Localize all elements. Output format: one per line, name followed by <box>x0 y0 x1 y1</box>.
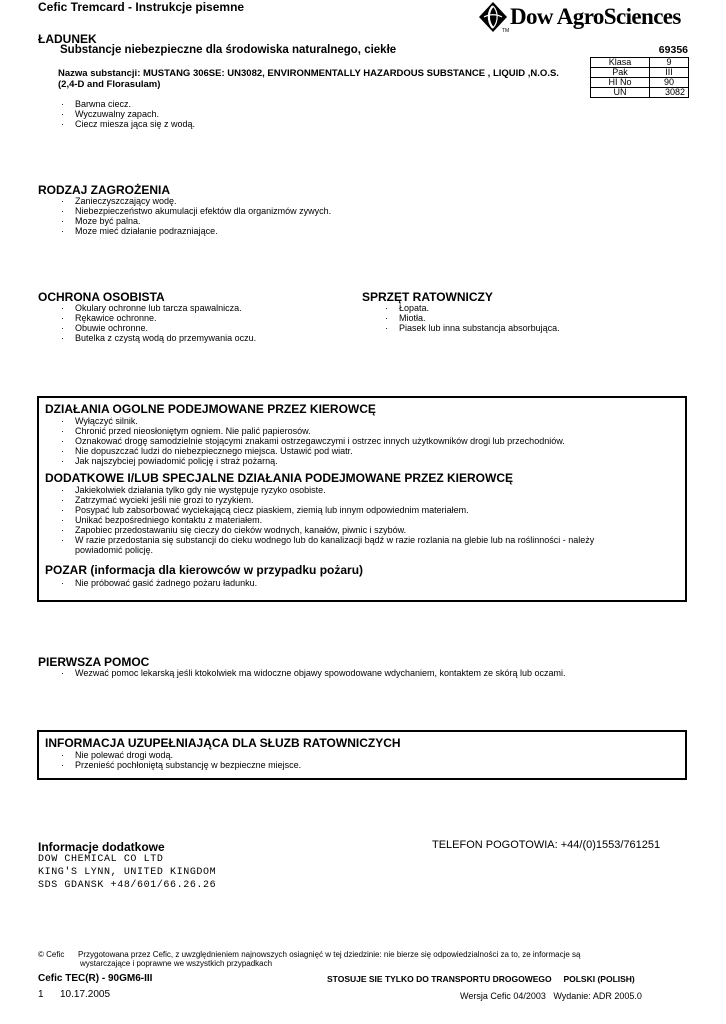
list-item: · Jak najszybciej powiadomić policję i straż pożarną. <box>38 456 678 466</box>
emergency-info-heading: INFORMACJA UZUPEŁNIAJĄCA DLA SŁUZB RATOWNICZYCH <box>45 736 401 750</box>
list-item: · Zatrzymać wycieki jeśli nie grozi to ryzykiem. <box>38 495 678 505</box>
disclaimer <box>78 950 678 968</box>
substance-name-line2: (2,4-D and Florasulam) <box>58 79 161 90</box>
driver-general-heading: DZIAŁANIA OGOLNE PODEJMOWANE PRZEZ KIEROWCĘ <box>45 402 376 416</box>
list-item: · Obuwie ochronne. <box>38 323 338 333</box>
list-item: · Okulary ochronne lub tarcza spawalnicza. <box>38 303 338 313</box>
first-aid-heading: PIERWSZA POMOC <box>38 655 150 669</box>
driver-special-list <box>38 485 678 555</box>
emergency-info-list <box>38 750 678 770</box>
driver-general-list <box>38 416 678 466</box>
first-aid-list <box>38 668 688 678</box>
list-item: · Butelka z czystą wodą do przemywania oczu. <box>38 333 338 343</box>
product-code: 69356 <box>658 44 688 56</box>
table-value: III <box>650 68 689 78</box>
fire-list <box>38 578 678 588</box>
address-line: KING'S LYNN, UNITED KINGDOM <box>38 867 217 878</box>
list-item: · Wyłączyć silnik. <box>38 416 678 426</box>
brand-name: Dow AgroSciences <box>510 4 681 29</box>
list-item: · Jakiekolwiek działania tylko gdy nie występuje ryzyko osobiste. <box>38 485 678 495</box>
trademark-mark: TM <box>502 28 510 34</box>
list-item: · Zanieczyszczający wodę. <box>38 196 538 206</box>
protection-list <box>38 303 338 343</box>
company-address <box>38 853 216 892</box>
substance-name <box>58 68 588 90</box>
hazards-list <box>38 196 538 236</box>
tec-code: Cefic TEC(R) - 90GM6-III <box>38 973 153 984</box>
list-item: · Chronić przed nieosłoniętym ogniem. Nie palić papierosów. <box>38 426 678 436</box>
table-value: 9 <box>650 58 689 68</box>
list-item: · Piasek lub inna substancja absorbująca. <box>362 323 662 333</box>
page-number: 1 <box>38 989 44 1000</box>
list-item: · Unikać bezpośredniego kontaktu z materiałem. <box>38 515 678 525</box>
protection-heading: OCHRONA OSOBISTA <box>38 290 165 304</box>
list-item <box>38 535 678 555</box>
list-item: · Niebezpieczeństwo akumulacji efektów dla organizmów zywych. <box>38 206 538 216</box>
table-key: HI No <box>591 78 650 88</box>
hazards-heading: RODZAJ ZAGROŻENIA <box>38 183 170 197</box>
list-item: · Ciecz miesza jąca się z wodą. <box>38 119 538 129</box>
list-item: · Nie próbować gasić żadnego pożaru ładunku. <box>38 578 678 588</box>
version-info: Wersja Cefic 04/2003 Wydanie: ADR 2005.0 <box>460 991 642 1001</box>
table-key: Pak <box>591 68 650 78</box>
list-item-line1: · W razie przedostania się substancji do cieku wodnego lub do kanalizacji bądź w razie rozlania na glebie lub na roślinności - należy <box>75 535 595 545</box>
disclaimer-line1: Przygotowana przez Cefic, z uwzględnieniem najnowszych osiagnięć w tej dziedzinie: nie bierze się odpowiedzialności za to, ze informacje są <box>78 950 581 959</box>
list-item: · Łopata. <box>362 303 662 313</box>
scope-note: STOSUJE SIE TYLKO DO TRANSPORTU DROGOWEGO POLSKI (POLISH) <box>327 974 635 984</box>
table-row <box>591 58 689 68</box>
list-item: · Rękawice ochronne. <box>38 313 338 323</box>
list-item: · Posypać lub zabsorbować wyciekającą ciecz piaskiem, ziemią lub innym odpowiednim materiałem. <box>38 505 678 515</box>
list-item: · Wezwać pomoc lekarską jeśli ktokolwiek ma widoczne objawy spowodowane wdychaniem, kontaktem ze skórą lub oczami. <box>38 668 688 678</box>
table-row <box>591 68 689 78</box>
copyright: © Cefic <box>38 950 65 959</box>
cargo-heading: ŁADUNEK <box>38 32 97 46</box>
list-item: · Moze mieć działanie podrazniające. <box>38 226 538 236</box>
table-value: 90 <box>650 78 689 88</box>
document-date: 10.17.2005 <box>60 989 111 1000</box>
list-item: · Zapobiec przedostawaniu się cieczy do cieków wodnych, kanałów, piwnic i szybów. <box>38 525 678 535</box>
additional-heading: Informacje dodatkowe <box>38 840 165 854</box>
table-row <box>591 88 689 98</box>
list-item: · Wyczuwalny zapach. <box>38 109 538 119</box>
emergency-phone: TELEFON POGOTOWIA: +44/(0)1553/761251 <box>432 839 661 851</box>
table-row <box>591 78 689 88</box>
disclaimer-line2: wystarczające i poprawne we wszystkich przypadkach <box>80 959 273 968</box>
table-value: 3082 <box>650 88 689 98</box>
equipment-heading: SPRZĘT RATOWNICZY <box>362 290 493 304</box>
dow-agrosciences-logo <box>478 0 688 34</box>
document-title: Cefic Tremcard - Instrukcje pisemne <box>38 0 245 14</box>
fire-heading: POZAR (informacja dla kierowców w przypadku pożaru) <box>45 563 364 577</box>
list-item: · Przenieść pochłoniętą substancję w bezpieczne miejsce. <box>38 760 678 770</box>
list-item: · Nie polewać drogi wodą. <box>38 750 678 760</box>
address-line: SDS GDANSK +48/601/66.26.26 <box>38 880 217 891</box>
list-item: · Miotła. <box>362 313 662 323</box>
list-item: · Barwna ciecz. <box>38 99 538 109</box>
address-line: DOW CHEMICAL CO LTD <box>38 854 164 865</box>
list-item: · Nie dopuszczać ludzi do niebezpiecznego miejsca. Ustawić pod wiatr. <box>38 446 678 456</box>
identification-table <box>590 57 689 98</box>
cargo-subtitle: Substancje niebezpieczne dla środowiska naturalnego, ciekłe <box>60 44 397 56</box>
table-key: Klasa <box>591 58 650 68</box>
substance-name-line1: Nazwa substancji: MUSTANG 306SE: UN3082, ENVIRONMENTALLY HAZARDOUS SUBSTANCE , LIQUID ,N.O.S. <box>58 68 559 79</box>
list-item: · Moze być palna. <box>38 216 538 226</box>
driver-special-heading: DODATKOWE I/LUB SPECJALNE DZIAŁANIA PODEJMOWANE PRZEZ KIEROWCĘ <box>45 471 514 485</box>
table-key: UN <box>591 88 650 98</box>
equipment-list <box>362 303 662 333</box>
list-item: · Oznakować drogę samodzielnie stojącymi znakami ostrzegawczymi i ostrzec innych użytkowników drogi lub przechodniów. <box>38 436 678 446</box>
cargo-properties-list <box>38 99 538 129</box>
list-item-line2: powiadomić policję. <box>75 545 154 555</box>
